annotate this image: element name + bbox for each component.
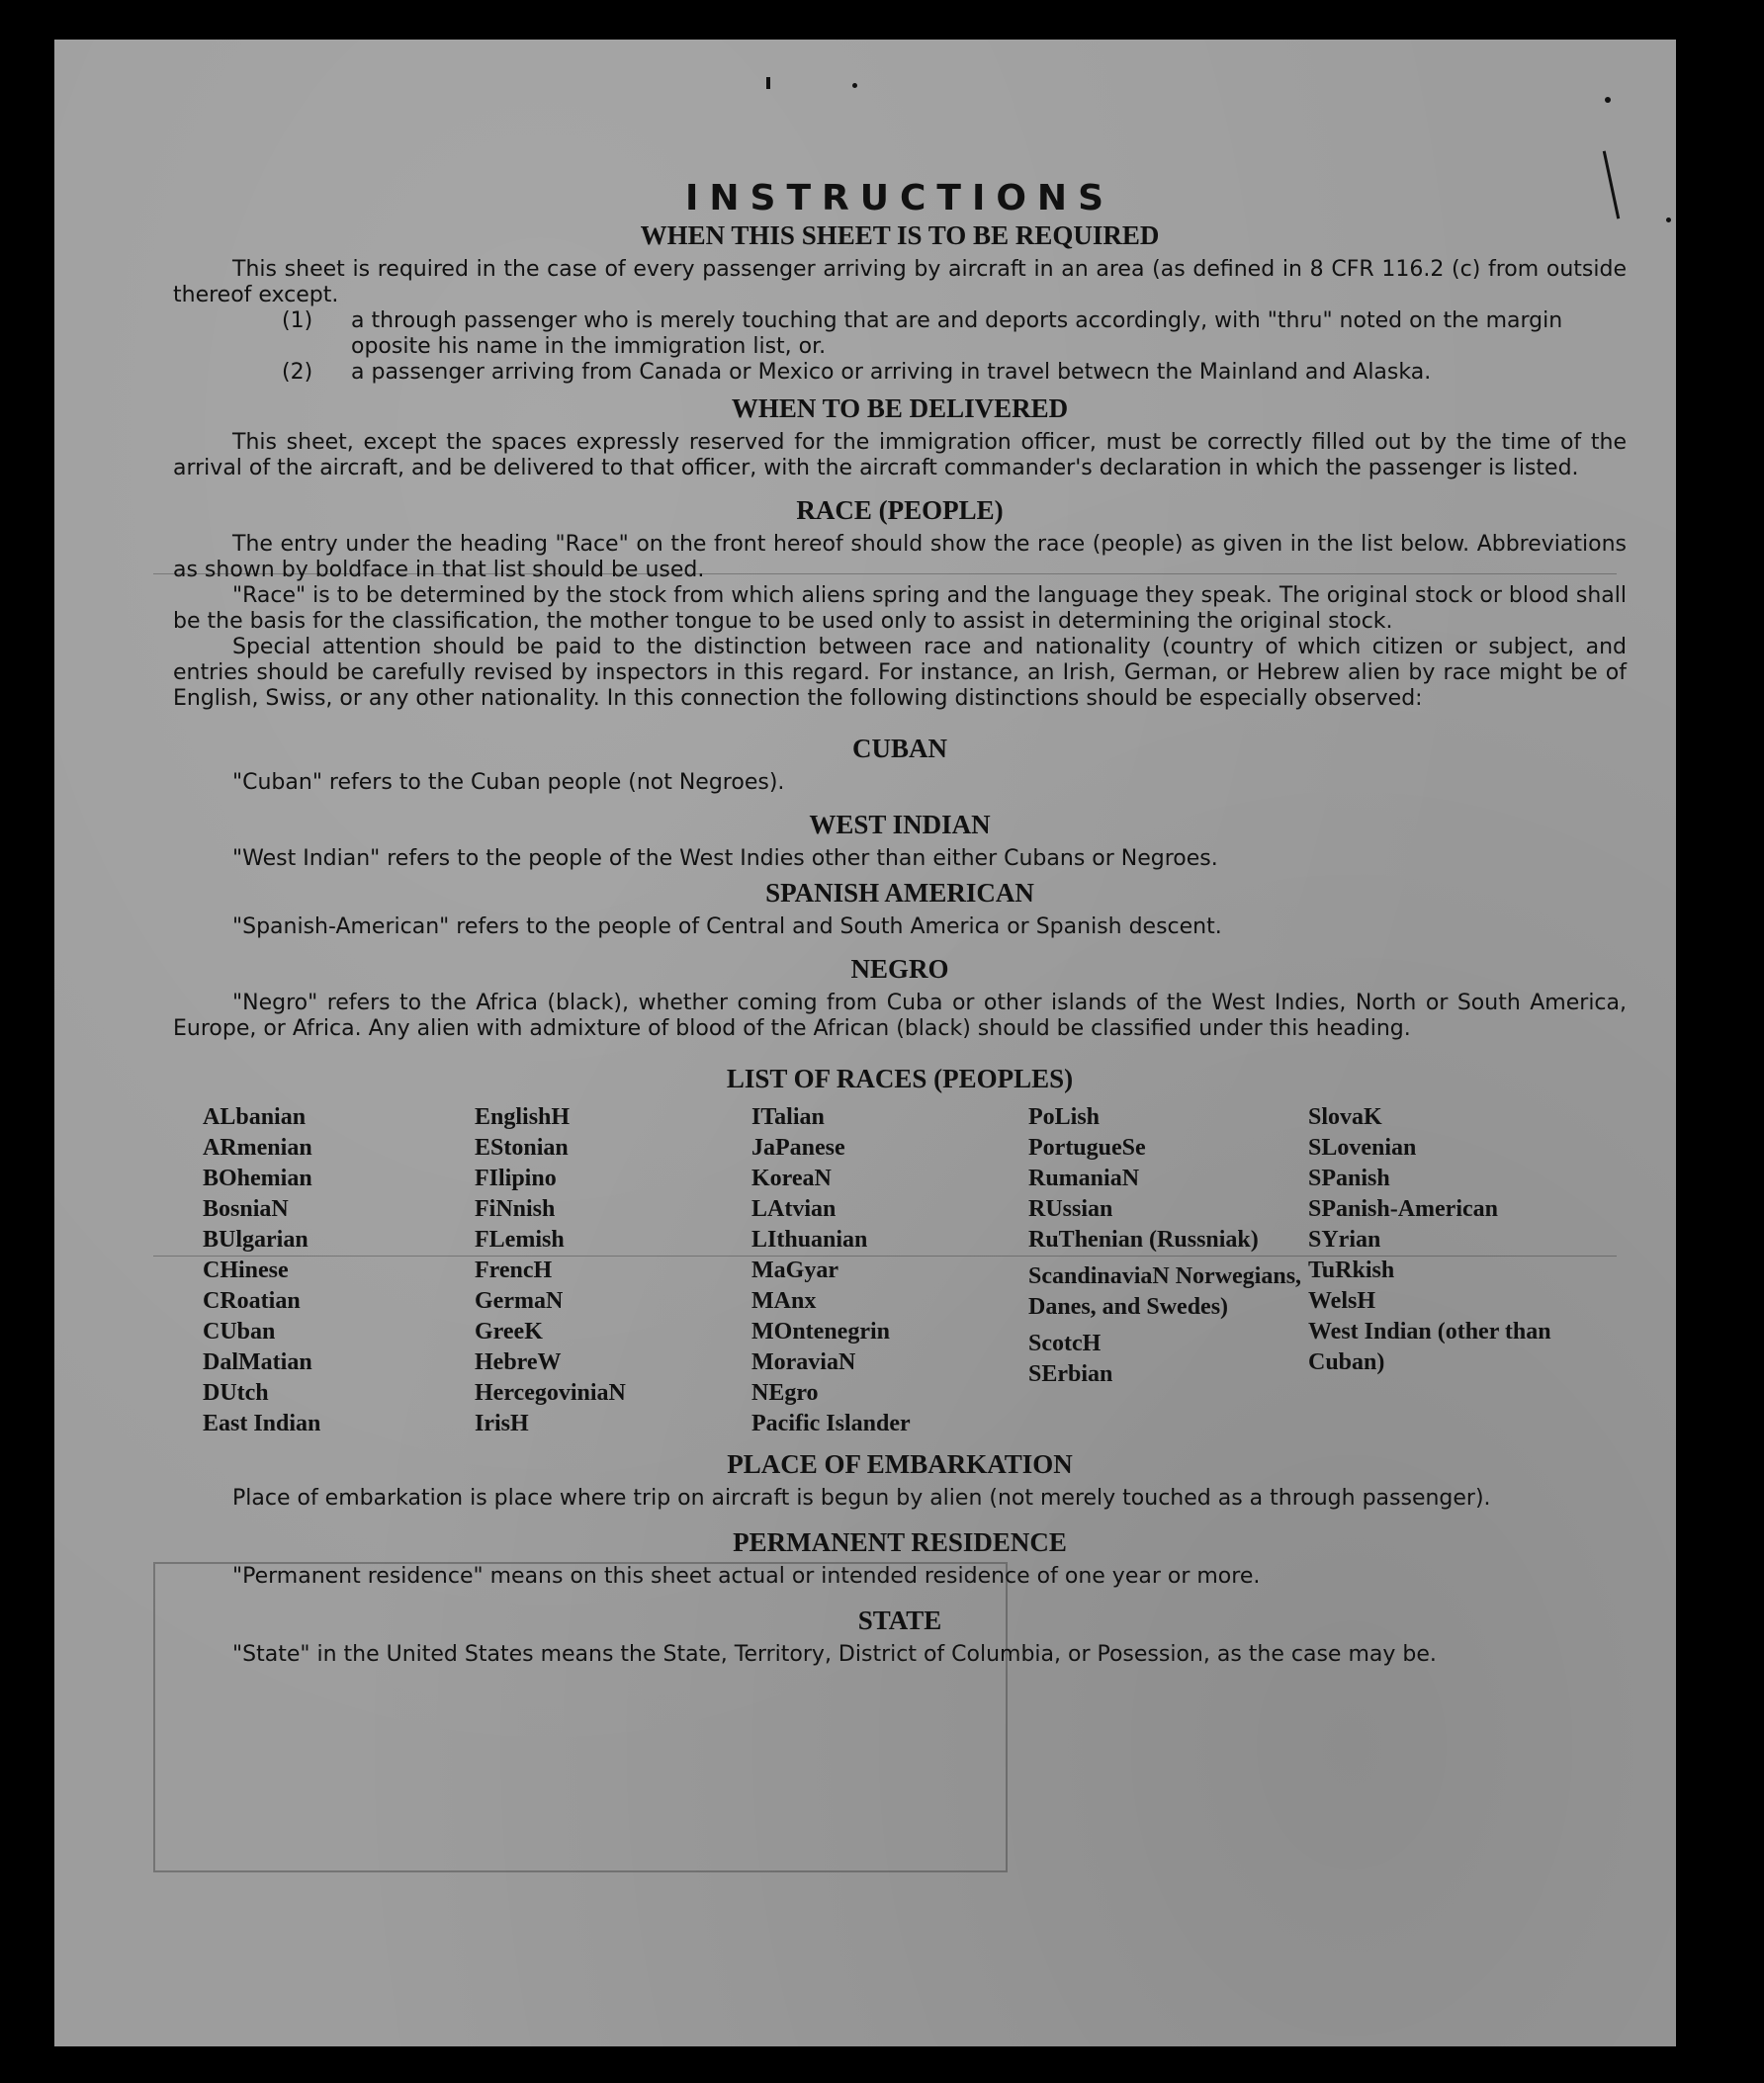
race-entry: FLemish [475, 1227, 565, 1253]
race-entry: SLovenian [1308, 1135, 1417, 1161]
race-entry: MAnx [751, 1288, 817, 1314]
race-entry: FrencH [475, 1258, 553, 1283]
race-entry: ScotcH [1028, 1331, 1102, 1356]
heading-when-required: WHEN THIS SHEET IS TO BE REQUIRED [640, 220, 1160, 250]
race-entry: RuThenian (Russniak) [1028, 1227, 1259, 1253]
race-entry: HercegoviniaN [475, 1380, 626, 1406]
race-entry: SPanish-American [1308, 1196, 1498, 1222]
race-entry: ALbanian [203, 1104, 307, 1130]
race-entry: PortugueSe [1028, 1135, 1146, 1161]
negro-text: "Negro" refers to the Africa (black), whether coming from Cuba or other islands of the West Indies, North or South America, Europe, or Africa. Any alien with admixture of blood of the African (black) should be classified under this heading. [173, 991, 1627, 1041]
race-entry: BOhemian [203, 1166, 312, 1191]
heading-permanent-residence: PERMANENT RESIDENCE [733, 1527, 1067, 1557]
race-paragraph-3: Special attention should be paid to the distinction between race and nationality (country of which citizen or subject, and entries should be carefully revised by inspectors in this regard. For instance, an Irish, German, or Hebrew alien by race might be of English, Swiss, or any other nationality. In this connection the following distinctions should be especially observed: [173, 635, 1627, 711]
race-entry: ITalian [751, 1104, 825, 1130]
race-entry: PoLish [1028, 1104, 1101, 1130]
races-column [203, 1102, 475, 1439]
race-entry: EStonian [475, 1135, 569, 1161]
race-entry: DUtch [203, 1380, 269, 1406]
race-entry: MoraviaN [751, 1349, 856, 1375]
race-entry: FIlipino [475, 1166, 557, 1191]
list-item-number: (1) [282, 308, 313, 333]
races-column [751, 1102, 1028, 1439]
races-column [475, 1102, 751, 1439]
race-entry: TuRkish [1308, 1258, 1395, 1283]
heading-cuban: CUBAN [851, 734, 947, 763]
spanish-american-text: "Spanish-American" refers to the people of Central and South America or Spanish descent. [232, 914, 1222, 939]
heading-when-delivered: WHEN TO BE DELIVERED [731, 393, 1069, 423]
heading-state: STATE [857, 1606, 942, 1635]
race-entry: West Indian (other than Cuban) [1308, 1319, 1551, 1375]
race-entry: RumaniaN [1028, 1166, 1140, 1191]
race-entry: SErbian [1028, 1361, 1113, 1387]
required-intro: This sheet is required in the case of every passenger arriving by aircraft in an area (as defined in 8 CFR 116.2 (c) from outside thereof except. [173, 257, 1627, 307]
heading-west-indian: WEST INDIAN [809, 810, 991, 839]
race-entry: MaGyar [751, 1258, 838, 1283]
race-entry: ARmenian [203, 1135, 312, 1161]
race-entry: LAtvian [751, 1196, 837, 1222]
heading-place-of-embarkation: PLACE OF EMBARKATION [727, 1449, 1073, 1479]
race-entry: CRoatian [203, 1288, 301, 1314]
race-entry: IrisH [475, 1411, 529, 1436]
race-entry: ScandinaviaN Norwegians, Danes, and Swedes) [1028, 1263, 1302, 1320]
race-entry: WelsH [1308, 1288, 1376, 1314]
race-entry: East Indian [203, 1411, 321, 1436]
scan-speck [1605, 97, 1611, 103]
race-entry: NEgro [751, 1380, 819, 1406]
races-list [203, 1102, 1627, 1439]
scan-speck [852, 83, 857, 88]
race-entry: GreeK [475, 1319, 543, 1345]
list-item [173, 360, 1627, 386]
list-item-text: a through passenger who is merely touching that are and deports accordingly, with "thru" noted on the margin oposite his name in the immigration list, or. [351, 308, 1563, 359]
race-paragraph-2: "Race" is to be determined by the stock from which aliens spring and the language they speak. The original stock or blood shall be the basis for the classification, the mother tongue to be used only to assist in determining the original stock. [173, 583, 1627, 634]
scan-speck [766, 77, 770, 89]
cuban-text: "Cuban" refers to the Cuban people (not Negroes). [232, 770, 785, 795]
race-entry: MOntenegrin [751, 1319, 890, 1345]
heading-race: RACE (PEOPLE) [796, 495, 1004, 525]
race-paragraph-1: The entry under the heading "Race" on the front hereof should show the race (people) as given in the list below. Abbreviations as shown by boldface in that list should be used. [173, 532, 1627, 582]
west-indian-text: "West Indian" refers to the people of the West Indies other than either Cubans or Negroes. [232, 846, 1218, 871]
list-item-text: a passenger arriving from Canada or Mexico or arriving in travel betwecn the Mainland and Alaska. [351, 360, 1432, 385]
list-item [173, 308, 1627, 360]
race-entry: SPanish [1308, 1166, 1390, 1191]
document-sheet [54, 40, 1676, 2046]
race-entry: LIthuanian [751, 1227, 868, 1253]
scan-speck [1666, 217, 1671, 222]
race-entry: CHinese [203, 1258, 289, 1283]
race-entry: JaPanese [751, 1135, 845, 1161]
state-text: "State" in the United States means the State, Territory, District of Columbia, or Posession, as the case may be. [232, 1642, 1437, 1667]
race-entry: FiNnish [475, 1196, 556, 1222]
instructions-content [173, 178, 1627, 1668]
race-entry: CUban [203, 1319, 276, 1345]
race-entry: SYrian [1308, 1227, 1381, 1253]
delivered-text: This sheet, except the spaces expressly reserved for the immigration officer, must be correctly filled out by the time of the arrival of the aircraft, and be delivered to that officer, with the aircraft commander's declaration in which the passenger is listed. [173, 430, 1627, 480]
race-entry: SlovaK [1308, 1104, 1382, 1130]
heading-negro: NEGRO [850, 954, 949, 984]
race-entry: BosniaN [203, 1196, 289, 1222]
race-entry: HebreW [475, 1349, 562, 1375]
race-entry: GermaN [475, 1288, 564, 1314]
list-item-number: (2) [282, 360, 313, 385]
race-entry: Pacific Islander [751, 1411, 911, 1436]
race-entry: DalMatian [203, 1349, 312, 1375]
race-entry: KoreaN [751, 1166, 832, 1191]
heading-list-of-races: LIST OF RACES (PEOPLES) [726, 1064, 1074, 1093]
heading-spanish-american: SPANISH AMERICAN [765, 878, 1034, 908]
race-entry: BUlgarian [203, 1227, 309, 1253]
residence-text: "Permanent residence" means on this sheet actual or intended residence of one year or more. [232, 1564, 1261, 1589]
page-title: INSTRUCTIONS [685, 178, 1114, 218]
race-entry: RUssian [1028, 1196, 1113, 1222]
race-entry: EnglishH [475, 1104, 571, 1130]
races-column [1308, 1102, 1555, 1439]
embarkation-text: Place of embarkation is place where trip on aircraft is begun by alien (not merely touched as a through passenger). [232, 1486, 1491, 1511]
races-column [1028, 1102, 1308, 1439]
